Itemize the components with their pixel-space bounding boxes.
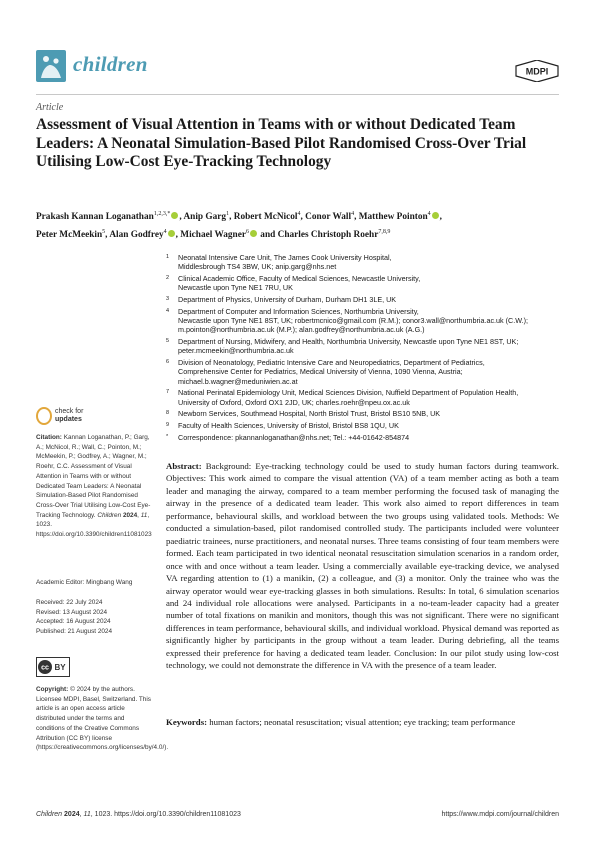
citation-label: Citation:	[36, 434, 62, 441]
author-affiliation-marker: 7,8,9	[378, 229, 391, 236]
affiliation-number	[166, 262, 178, 271]
abstract-label: Abstract:	[166, 461, 202, 471]
footer-journal-url[interactable]: https://www.mdpi.com/journal/children	[441, 811, 559, 818]
check-updates-line2: updates	[55, 416, 82, 423]
affiliation-text: Correspondence: pkannanloganathan@nhs.net; Tel.: +44-01642-854874	[178, 432, 410, 442]
orcid-icon[interactable]	[168, 230, 175, 237]
author-separator: ,	[179, 212, 184, 223]
academic-editor: Academic Editor: Mingbang Wang	[36, 579, 133, 586]
mdpi-logo	[514, 60, 560, 82]
author-name[interactable]: Peter McMeekin	[36, 230, 103, 241]
author-name[interactable]: Charles Christoph Roehr	[277, 230, 379, 241]
cc-logo-right: BY	[54, 663, 66, 672]
author-name[interactable]: Matthew Pointon	[358, 212, 428, 223]
orcid-icon[interactable]	[171, 212, 178, 219]
article-date: Received: 22 July 2024	[36, 599, 103, 606]
author-affiliation-marker: 5	[102, 229, 106, 236]
affiliation-line	[166, 274, 558, 283]
affiliation-line	[166, 262, 558, 271]
author-name[interactable]: Robert McNicol	[233, 212, 298, 223]
affiliation-text: National Perinatal Epidemiology Unit, Medical Sciences Division, Nuffield Department of Population Health,	[178, 388, 519, 398]
article-title: Assessment of Visual Attention in Teams with or without Dedicated Team Leaders: A Neonatal Simulation-Based Pilot Randomised Cross-Over Trial Utilising Low-Cost Eye-Tracking Technology	[36, 116, 527, 171]
author-name[interactable]: Michael Wagner	[180, 230, 246, 241]
affiliation-text: Department of Nursing, Midwifery, and Health, Northumbria University, Newcastle upon Tyne NE1 8ST, UK;	[178, 336, 519, 346]
author-separator: ,	[300, 212, 306, 223]
affiliation-number: 6	[166, 358, 170, 365]
citation-block: Citation: Kannan Loganathan, P.; Garg, A.; McNicol, R.; Wall, C.; Pointon, M.; McMeekin, P.; Godfrey, A.; Wagner, M.; Roehr, C.C. Assessment of Visual Attention in Teams with or without Dedicated Team Leaders: A Neonatal Simulation-Based Pilot Randomised Cross-Over Trial Utilising Low-Cost Eye-Tracking Technology. Children 2024, 11, 1023. https://doi.org/10.3390/children11081023	[36, 434, 152, 539]
affiliation-number	[166, 398, 178, 407]
affiliation-number	[166, 367, 178, 376]
affiliation-number: 4	[166, 307, 170, 314]
author-separator: ,	[229, 212, 234, 223]
affiliation-line	[166, 421, 558, 430]
footer-year: 2024	[64, 811, 80, 818]
affiliation-text: Comprehensive Center for Pediatrics, Medical University of Vienna, 1090 Vienna, Austria;	[178, 367, 463, 377]
affiliation-line	[166, 337, 558, 346]
author-name[interactable]: Prakash Kannan Loganathan	[36, 212, 154, 223]
affiliation-text: Faculty of Health Sciences, University of Bristol, Bristol BS8 1QU, UK	[178, 420, 399, 430]
keywords-text: human factors; neonatal resuscitation; visual attention; eye tracking; team performance	[209, 717, 516, 727]
affiliation-number: 1	[166, 254, 170, 260]
orcid-icon[interactable]	[432, 212, 439, 219]
affiliation-line	[166, 388, 558, 397]
citation-volume: 11	[140, 511, 148, 519]
author-separator: ,	[175, 230, 181, 241]
abstract-body: Background: Eye-tracking technology could be used to study human factors during teamwork. Objectives: This work aimed to compare the visual attention (VA) of a team member acting as both a team leader and managing the airway, compared to a team member performing the focused task of managing the airway in the presence of a dedicated team leader. This work also aimed to report differences in team performance, behavioural skills, and workload between the two groups using validated tools. Methods: We conducted a simulation-based, pilot randomised controlled study. The participants included were volunteer paediatric trainees, nurse practitioners, and neonatal nurses. Three teams consisting of four team members were formed. Each team participated in two identical neonatal resuscitation simulation scenarios in a random order, once with and once without a team leader. Using a commercially available eye-tracking device, we analysed VA regarding attention to (1) a manikin, (2) a colleague, and (3) a monitor. Only the trainee who was the airway operator would wear eye-tracking glasses in both simulations. Results: In total, 6 simulation scenarios and 24 individual role allocations were analysed. Participants in a no-team-leader capacity had a greater number of total fixations on manikin and monitors, though this was not significant. There were no significant differences in team performance, behavioural skills, and individual workload. Physical demand was reported as significantly higher by participants in the group without a team leader. During debriefing, all the teams expressed their preference for having a dedicated team leader. Conclusion: In our pilot study using low-cost technology, we could not demonstrate the difference in VA with the presence of a team leader.	[166, 461, 559, 671]
author-affiliation-marker: 4	[297, 211, 301, 217]
affiliation-line	[166, 295, 558, 304]
author-name[interactable]: Conor Wall	[305, 212, 352, 223]
affiliation-line	[166, 283, 558, 292]
affiliation-line	[166, 358, 558, 367]
affiliation-number: 8	[166, 410, 170, 417]
affiliation-line	[166, 307, 558, 316]
check-for-updates-button[interactable]	[36, 407, 96, 429]
affiliation-line	[166, 367, 558, 376]
affiliation-number: 2	[166, 274, 170, 281]
affiliation-line	[166, 409, 558, 418]
affiliation-line	[166, 253, 558, 262]
copyright-text: © 2024 by the authors. Licensee MDPI, Basel, Switzerland. This article is an open access article distributed under the terms and conditions of the Creative Commons Attribution (CC BY) license (https://creativecommons.org/licenses/by/4.0/).	[36, 686, 169, 752]
article-date: Revised: 13 August 2024	[36, 608, 108, 616]
affiliation-number: 7	[166, 389, 170, 396]
abstract	[166, 460, 559, 672]
citation-text: Kannan Loganathan, P.; Garg, A.; McNicol, R.; Wall, C.; Pointon, M.; McMeekin, P.; Godfrey, A.; Wagner, M.; Roehr, C.C. Assessment of Visual Attention in Teams with or without Dedicated Team Leaders: A Neonatal Simulation-Based Pilot Randomised Cross-Over Trial Utilising Low-Cost Eye-Tracking Technology.	[36, 434, 151, 519]
affiliation-text: Neonatal Intensive Care Unit, The James Cook University Hospital,	[178, 253, 392, 262]
author-affiliation-marker: 1,2,3,*	[153, 211, 171, 217]
affiliation-text: m.pointon@northumbria.ac.uk (M.P.); alan.godfrey@northumbria.ac.uk (A.G.)	[178, 325, 425, 335]
keywords	[166, 716, 559, 728]
affiliation-text: Department of Computer and Information Sciences, Northumbria University,	[178, 306, 419, 316]
article-dates	[36, 598, 154, 637]
author-separator: and	[257, 230, 278, 241]
cc-logo-left: cc	[41, 664, 49, 672]
author-name[interactable]: Alan Godfrey	[109, 230, 164, 241]
affiliation-text: Newcastle upon Tyne NE1 8ST, UK; robertmcnico@gmail.com (R.M.); conor3.wall@northumbria.ac.uk (C.W.);	[178, 315, 528, 325]
copyright-notice	[36, 685, 169, 753]
citation-year: 2024	[122, 511, 138, 519]
affiliations	[166, 253, 558, 444]
citation-journal: Children	[97, 511, 122, 519]
footer-doi[interactable]: , 1023. https://doi.org/10.3390/children11081023	[90, 811, 241, 818]
article-date: Published: 21 August 2024	[36, 628, 113, 636]
affiliation-number	[166, 316, 178, 325]
affiliation-text: University of Oxford, Oxford OX1 2JD, UK; charles.roehr@npeu.ox.ac.uk	[178, 397, 410, 407]
footer-journal: Children	[36, 811, 63, 818]
affiliation-line	[166, 346, 558, 355]
affiliation-number: 3	[166, 295, 170, 302]
affiliation-text: Clinical Academic Office, Faculty of Medical Sciences, Newcastle University,	[178, 273, 421, 283]
affiliation-number	[166, 346, 178, 355]
author-affiliation-marker: 1	[226, 211, 230, 217]
check-updates-icon	[36, 407, 52, 425]
citation-doi[interactable]: , 1023. https://doi.org/10.3390/children11081023	[36, 511, 152, 539]
copyright-label: Copyright:	[36, 686, 69, 693]
footer-citation: Children 2024, 11, 1023. https://doi.org/10.3390/children11081023	[36, 811, 241, 818]
author-affiliation-marker: 4	[351, 211, 355, 217]
author-separator: ,	[354, 212, 359, 223]
affiliation-text: peter.mcmeekin@northumbria.ac.uk	[178, 346, 294, 356]
header-divider	[36, 94, 559, 95]
affiliation-line	[166, 377, 558, 386]
orcid-icon[interactable]	[250, 230, 257, 237]
affiliation-line	[166, 316, 558, 325]
author-separator: ,	[439, 212, 442, 223]
journal-name: children	[73, 52, 148, 76]
affiliation-number	[166, 283, 178, 292]
affiliation-line	[166, 398, 558, 407]
author-affiliation-marker: 4	[163, 229, 167, 236]
affiliation-text: Division of Neonatology, Pediatric Intensive Care and Neuropediatrics, Department of Pediatrics,	[178, 357, 485, 367]
check-updates-line1: check for	[55, 408, 84, 415]
affiliation-number	[166, 325, 178, 334]
affiliation-text: Newborn Services, Southmead Hospital, North Bristol Trust, Bristol BS10 5NB, UK	[178, 409, 441, 419]
author-separator: ,	[105, 230, 110, 241]
article-date: Accepted: 16 August 2024	[36, 618, 111, 626]
affiliation-line	[166, 433, 558, 442]
affiliation-line	[166, 325, 558, 334]
affiliation-text: Newcastle upon Tyne NE1 7RU, UK	[178, 283, 293, 293]
cc-by-license-icon[interactable]	[36, 657, 70, 677]
keywords-label: Keywords:	[166, 717, 208, 727]
affiliation-text: michael.b.wagner@meduniwien.ac.at	[178, 376, 298, 386]
author-name[interactable]: Anip Garg	[183, 212, 227, 223]
footer-volume: 11	[83, 811, 91, 818]
affiliation-text: Middlesbrough TS4 3BW, UK; anip.garg@nhs.net	[178, 262, 337, 272]
affiliation-number: 5	[166, 337, 170, 344]
journal-logo-icon	[36, 50, 66, 82]
author-affiliation-marker: 6	[245, 229, 249, 236]
mdpi-logo-text: MDPI	[525, 66, 549, 77]
affiliation-number	[166, 377, 178, 386]
author-list	[36, 207, 556, 243]
article-type: Article	[36, 102, 64, 113]
affiliation-number: 9	[166, 421, 170, 428]
author-affiliation-marker: 4	[427, 211, 431, 217]
affiliation-text: Department of Physics, University of Durham, Durham DH1 3LE, UK	[178, 294, 397, 304]
affiliation-number: *	[166, 433, 169, 440]
